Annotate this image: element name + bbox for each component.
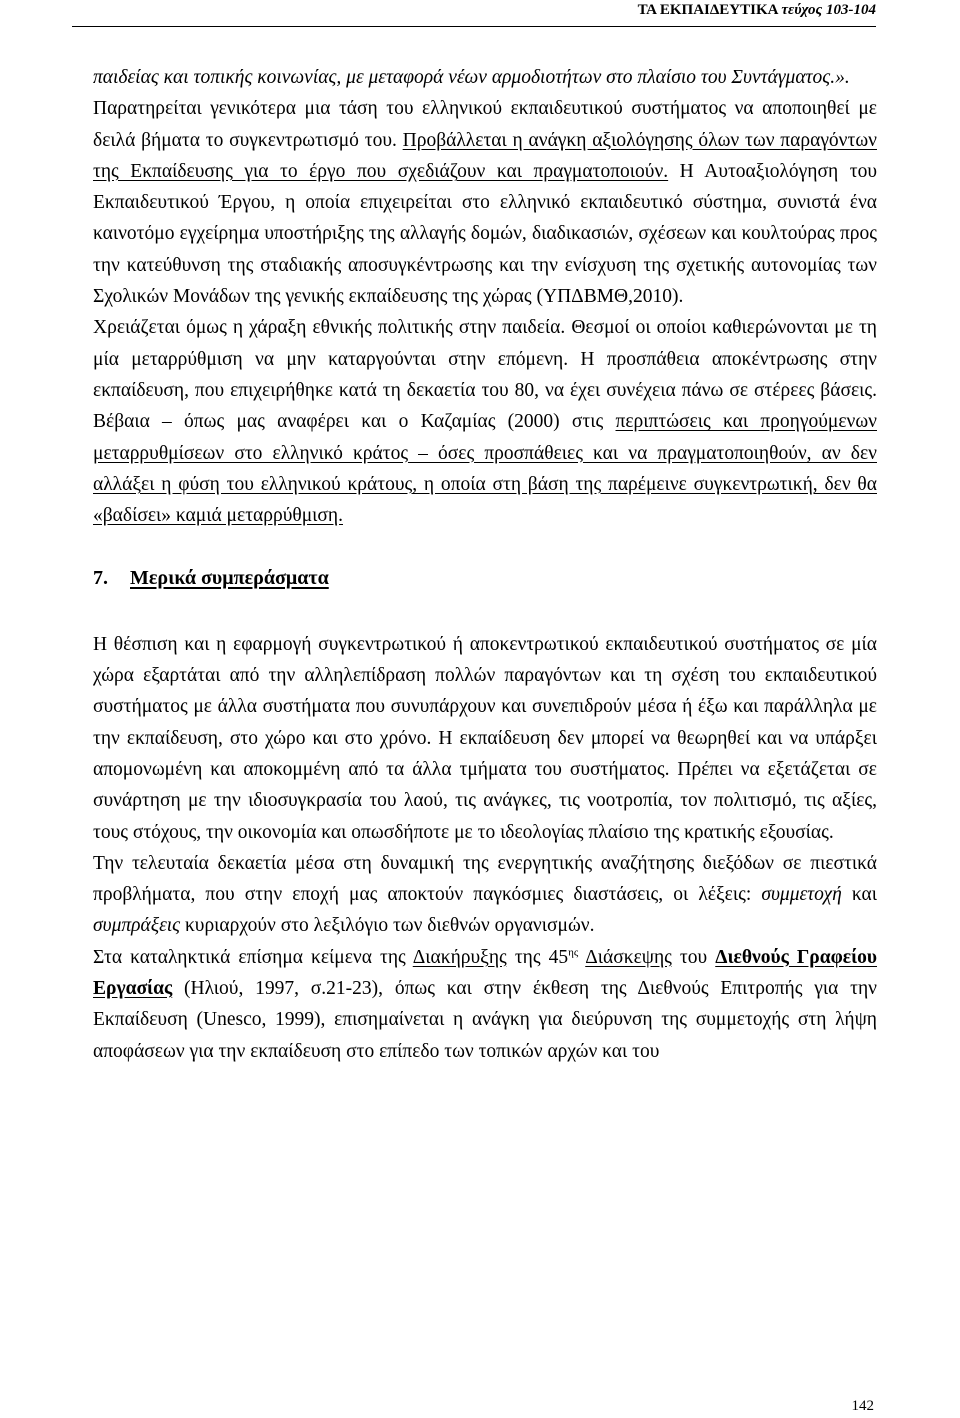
quote-continuation: παιδείας και τοπικής κοινωνίας, με μεταφορά νέων αρμοδιοτήτων στο πλαίσιο του Συντάγματος.». <box>93 67 850 88</box>
section-number: 7. <box>93 567 108 590</box>
page-number: 142 <box>851 1398 874 1414</box>
paragraph-decentralization <box>93 93 877 312</box>
underlined-text: Προβάλλεται η ανάγκη αξιολόγησης όλων των παραγόντων της Εκπαίδευσης για το έργο που σχεδιάζουν και πραγματοποιούν. <box>93 129 877 182</box>
ordinal-suffix: ης <box>568 946 579 959</box>
section-title: Μερικά συμπεράσματα <box>130 567 329 590</box>
underlined-text: περιπτώσεις και προηγούμενων μεταρρυθμίσεων στο ελληνικό κράτος – όσες προσπάθειες και να πραγματοποιηθούν, αν δεν αλλάξει η φύση του ελληνικού κράτους, η οποία στη βάση της παρέμεινε συγκεντρωτική, δεν θα «βαδίσει» καμιά μεταρρύθμιση. <box>93 411 877 527</box>
paragraph-text: κυριαρχούν στο λεξιλόγιο των διεθνών οργανισμών. <box>180 915 595 937</box>
paragraph-text: της 45 <box>506 946 569 968</box>
paragraph-text: (Ηλιού, 1997, σ.21-23), όπως και στην έκθεση της Διεθνούς Επιτροπής για την Εκπαίδευση (Unesco, 1999), επισημαίνεται η ανάγκη για διεύρυνση της συμμετοχής στη λήψη αποφάσεων για την εκπαίδευση στο επίπεδο των τοπικών αρχών και του <box>93 978 877 1062</box>
paragraph-text: Την τελευταία δεκαετία μέσα στη δυναμική της ενεργητικής αναζήτησης διεξόδων σε πιεστικά προβλήματα, που στην εποχή μας αποκτούν παγκόσμιες διαστάσεις, οι λέξεις: <box>93 852 877 906</box>
paragraph-text: Χρειάζεται όμως η χάραξη εθνικής πολιτικής στην παιδεία. Θεσμοί οι οποίοι καθιερώνονται με τη μία μεταρρύθμιση να μην καταργούνται στην επόμενη. Η προσπάθεια αποκέντρωσης στην εκπαίδευση, που επιχειρήθηκε κατά τη δεκαετία του 80, να έχει συνέχεια πάνω σε στέρεες βάσεις. Βέβαια – όπως μας αναφέρει και ο Καζαμίας (2000) στις <box>93 317 877 433</box>
emphasis-word: συμπράξεις <box>93 915 181 937</box>
underlined-text: Διακήρυξης <box>412 946 507 968</box>
paragraph-text: και <box>841 884 878 906</box>
section-heading <box>93 563 877 594</box>
bold-underlined-text: Διεθνούς Γραφείου Εργασίας <box>93 946 878 1000</box>
paragraph-text: του <box>671 946 716 968</box>
journal-title: ΤΑ ΕΚΠΑΙΔΕΥΤΙΚΑ <box>637 2 778 18</box>
issue-number: τεύχος 103-104 <box>781 2 876 18</box>
paragraph-conclusion-2 <box>93 848 877 942</box>
paragraph-national-policy <box>93 312 877 531</box>
running-header <box>72 0 876 20</box>
paragraph-text: Στα καταληκτικά επίσημα κείμενα της <box>93 946 413 968</box>
paragraph-conclusion-3 <box>93 942 877 1067</box>
underlined-text: Διάσκεψης <box>585 946 672 968</box>
paragraph-conclusion-1: Η θέσπιση και η εφαρμογή συγκεντρωτικού ή αποκεντρωτικού εκπαιδευτικού συστήματος σε μία χώρα εξαρτάται από την αλληλεπίδραση πολλών παραγόντων και τη σχέση του εκπαιδευτικού συστήματος με άλλα συστήματα που συνυπάρχουν και συνεπιδρούν μέσα ή έξω και παράλληλα με την εκπαίδευση, στο χώρο και στο χρόνο. Η εκπαίδευση δεν μπορεί να θεωρηθεί και να υπάρξει απομονωμένη και αποκομμένη από τα άλλα τμήματα του συστήματος. Πρέπει να εξετάζεται σε συνάρτηση με την ιδιοσυγκρασία του λαού, τις ανάγκες, τις νοοτροπία, τον πολιτισμό, τις αξίες, τους στόχους, την οικονομία και οπωσδήποτε με το ιδεολογίας πλαίσιο της κρατικής εξουσίας. <box>93 633 877 843</box>
page-body <box>93 62 877 1067</box>
emphasis-word: συμμετοχή <box>761 884 842 906</box>
paragraph-text: Παρατηρείται γενικότερα μια τάση του ελληνικού εκπαιδευτικού συστήματος να αποποιηθεί με δειλά βήματα το συγκεντρωτισμό του. <box>93 98 877 151</box>
paragraph-text: Η Αυτοαξιολόγηση του Εκπαιδευτικού Έργου, η οποία επιχειρείται στο ελληνικό εκπαιδευτικό σύστημα, συνιστά ένα καινοτόμο εγχείρημα υποστήριξης της αλλαγής δομών, διαδικασιών, σχέσεων και κουλτούρας προς την κατεύθυνση της σταδιακής αποσυγκέντρωσης και την ενίσχυση της σχετικής αυτονομίας των Σχολικών Μονάδων της γενικής εκπαίδευσης της χώρας (ΥΠΔΒΜΘ,2010). <box>93 160 877 308</box>
header-rule <box>72 26 876 27</box>
